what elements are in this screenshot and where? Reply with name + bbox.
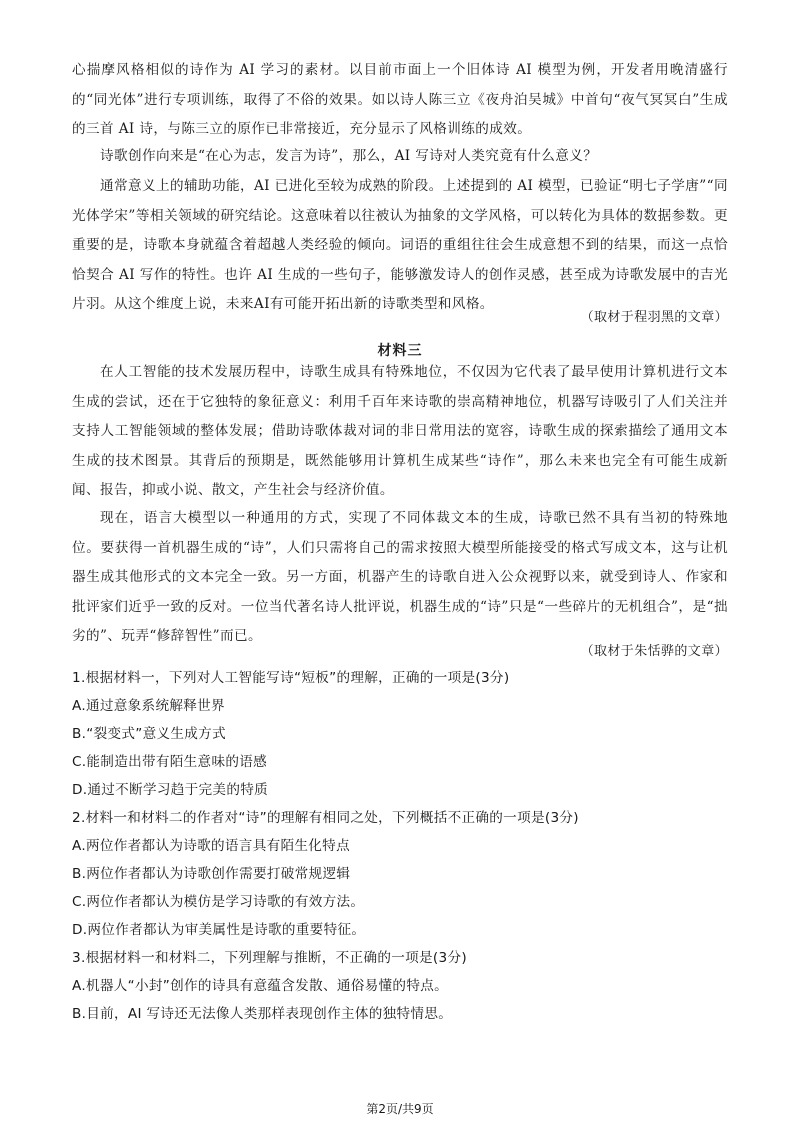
material3-title: 材料三 <box>377 343 423 359</box>
question-2-option-a: A.两位作者都认为诗歌的语言具有陌生化特点 <box>72 838 350 854</box>
question-3-option-a: A.机器人“小封”创作的诗具有意蕴含发散、通俗易懂的特点。 <box>72 978 449 994</box>
material3-paragraph-2: 现在，语言大模型以一种通用的方式，实现了不同体裁文本的生成，诗歌已然不具有当初的特殊地位。要获得一首机器生成的“诗”，人们只需将自己的需求按照大模型所能接受的格式写成文本，这与让机器生成其他形式的文本完全一致。另一方面，机器产生的诗歌自进入公众视野以来，就受到诗人、作家和批评家们近乎一致的反对。一位当代著名诗人批评说，机器生成的“诗”只是“一些碎片的无机组合”，是“拙劣的”、玩弄“修辞智性”而已。 <box>72 510 728 645</box>
question-3-stem: 3.根据材料一和材料二，下列理解与推断，不正确的一项是(3分) <box>72 950 467 966</box>
material2-paragraph-1: 心揣摩风格相似的诗作为 AI 学习的素材。以目前市面上一个旧体诗 AI 模型为例，开发者用晚清盛行的“同光体”进行专项训练，取得了不俗的效果。如以诗人陈三立《夜舟泊吴城》中首句“夜气冥冥白”生成的三首 AI 诗，与陈三立的原作已非常接近，充分显示了风格训练的成效。 <box>72 62 728 138</box>
question-1-option-d: D.通过不断学习趋于完美的特质 <box>72 782 269 798</box>
material2-paragraph-2: 诗歌创作向来是“在心为志，发言为诗”，那么，AI 写诗对人类究竟有什么意义？ <box>100 148 598 164</box>
material2-paragraph-3: 通常意义上的辅助功能，AI 已进化至较为成熟的阶段。上述提到的 AI 模型，已验证“明七子学唐”“同光体学宋”等相关领域的研究结论。这意味着以往被认为抽象的文学风格，可以转化为具体的数据参数。更重要的是，诗歌本身就蕴含着超越人类经验的倾向。词语的重组往往会生成意想不到的结果，而这一点恰恰契合 AI 写作的特性。也许 AI 生成的一些句子，能够激发诗人的创作灵感，甚至成为诗歌发展中的吉光片羽。从这个维度上说，未来AI有可能开拓出新的诗歌类型和风格。 <box>72 178 728 313</box>
question-1-stem: 1.根据材料一，下列对人工智能写诗“短板”的理解，正确的一项是(3分) <box>72 670 510 686</box>
question-2-stem: 2.材料一和材料二的作者对“诗”的理解有相同之处，下列概括不正确的一项是(3分) <box>72 810 579 826</box>
question-1-option-b: B.“裂变式”意义生成方式 <box>72 726 226 742</box>
material2-source: （取材于程羽黑的文章） <box>580 310 728 325</box>
question-3-option-b: B.目前，AI 写诗还无法像人类那样表现创作主体的独特情思。 <box>72 1006 453 1022</box>
question-2-option-b: B.两位作者都认为诗歌创作需要打破常规逻辑 <box>72 866 351 882</box>
question-2-option-d: D.两位作者都认为审美属性是诗歌的重要特征。 <box>72 922 366 938</box>
page-number: 第2页/共9页 <box>366 1102 434 1116</box>
material3-source: （取材于朱恬骅的文章） <box>580 644 728 659</box>
material3-paragraph-1: 在人工智能的技术发展历程中，诗歌生成具有特殊地位，不仅因为它代表了最早使用计算机进行文本生成的尝试，还在于它独特的象征意义：利用千百年来诗歌的崇高精神地位，机器写诗吸引了人们关注并支持人工智能领域的整体发展；借助诗歌体裁对词的非日常用法的宽容，诗歌生成的探索描绘了通用文本生成的技术图景。其背后的预期是，既然能够用计算机生成某些“诗作”，那么未来也完全有可能生成新闻、报告，抑或小说、散文，产生社会与经济价值。 <box>72 364 728 499</box>
question-1-option-a: A.通过意象系统解释世界 <box>72 698 225 714</box>
question-1-option-c: C.能制造出带有陌生意味的语感 <box>72 754 268 770</box>
question-2-option-c: C.两位作者都认为模仿是学习诗歌的有效方法。 <box>72 894 365 910</box>
